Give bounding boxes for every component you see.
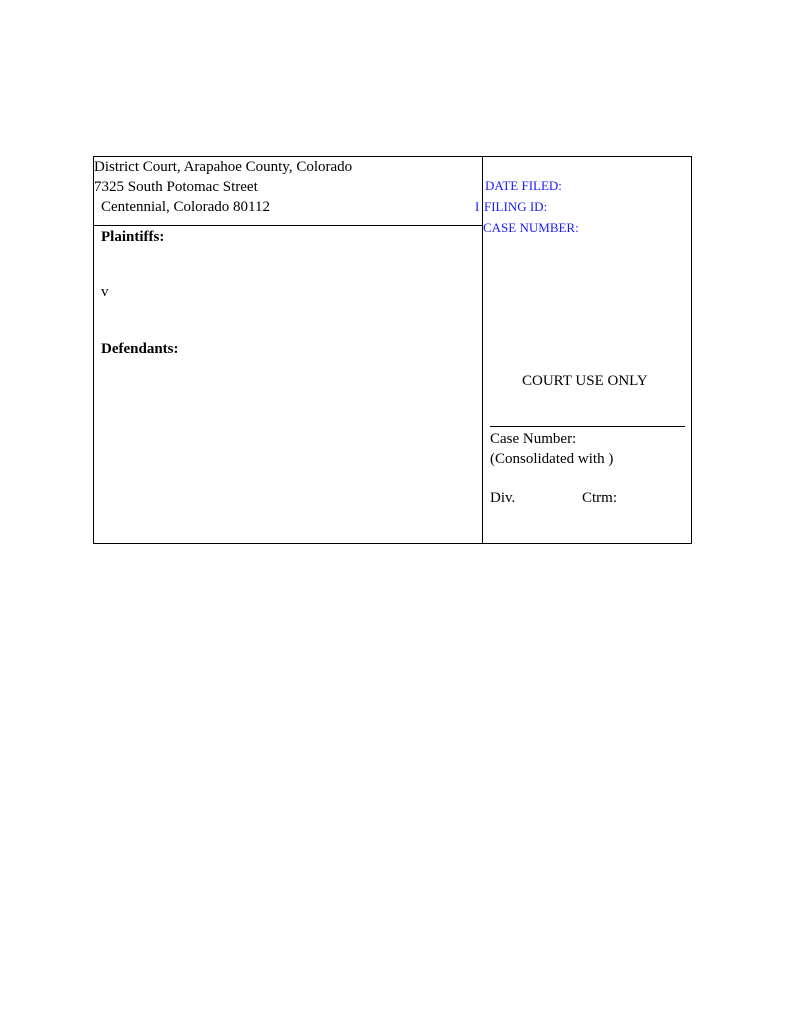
courtroom-label: Ctrm: — [582, 490, 618, 506]
date-filed-stamp: DATE FILED: — [485, 178, 562, 193]
filing-id-stamp: FILING ID: — [484, 199, 548, 214]
versus-label: v — [101, 284, 109, 300]
case-caption-box — [93, 156, 692, 544]
defendants-label: Defendants: — [101, 341, 179, 357]
case-number-label: Case Number: — [490, 431, 577, 447]
court-address-divider — [94, 225, 483, 226]
plaintiffs-label: Plaintiffs: — [101, 229, 165, 245]
court-use-rule — [490, 426, 685, 427]
division-label: Div. — [490, 490, 516, 506]
filing-mark: I — [475, 199, 480, 214]
caption-vertical-divider — [482, 157, 483, 543]
case-number-stamp: CASE NUMBER: — [483, 220, 579, 235]
court-street: 7325 South Potomac Street — [94, 179, 258, 195]
court-city: Centennial, Colorado 80112 — [101, 199, 270, 215]
court-name: District Court, Arapahoe County, Colorado — [94, 159, 353, 175]
consolidated-label: (Consolidated with ) — [490, 451, 614, 467]
court-use-only-heading: COURT USE ONLY — [522, 373, 648, 389]
